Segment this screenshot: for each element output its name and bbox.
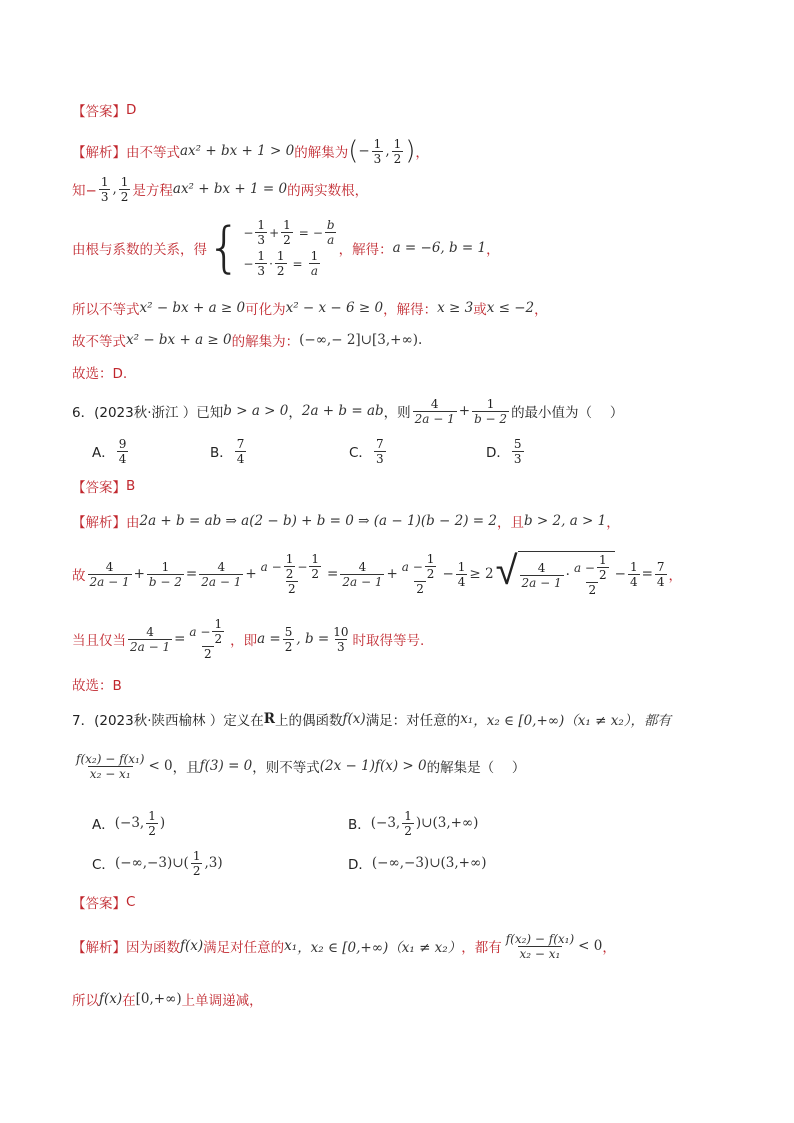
- q6-choice: 故选：B: [72, 678, 122, 694]
- q6-option-c[interactable]: C． $\frac{7}{3}$: [349, 436, 384, 466]
- q5-choice: 故选：D.: [72, 366, 128, 382]
- q7-option-b[interactable]: B． (−3, $\frac{1}{2}$ ) ∪(3,+∞): [348, 808, 479, 838]
- answer-value: D: [126, 102, 137, 118]
- q5-analysis-line-3: 由根与系数的关系，得 { − $\frac{1}{3}$ + $\frac{1}{2}$ = − $\frac{b}{a}$ − $\frac{1}{3}$ · $\frac{1}{2}$ = $\frac{1}{a}$ ，解得： a = −6, b = 1 ，: [72, 216, 500, 279]
- q5-answer-line: [72, 100, 136, 120]
- fraction: $\frac{1}{2}$: [120, 174, 129, 204]
- fraction: $\frac{1}{2}$: [393, 136, 402, 166]
- q6-option-d[interactable]: D． $\frac{5}{3}$: [486, 436, 522, 466]
- q5-analysis-line-4: 所以不等式 x² − bx + a ≥ 0 可化为 x² − x − 6 ≥ 0 ，解得： x ≥ 3 或 x ≤ −2 ，: [72, 300, 548, 318]
- q7-stem-line-2: $\frac{\text{f(x₂) − f(x₁)}}{\text{x₂ − x₁}}$ < 0 ，且 f(3) = 0 ，则不等式 (2x − 1)f(x) > 0 的解集是（ ）: [76, 751, 526, 781]
- square-root: √ $\frac{4}{2a - 1}$ · a − $\frac{1}{2}$ 2: [496, 551, 615, 597]
- q7-stem-line-1: 7．(2023秋·陕西榆林 ）定义在 R 上的偶函数 f(x) 满足：对任意的 x₁ ，x₂ ∈ [0,+∞) （x₁ ≠ x₂），都有: [72, 711, 671, 729]
- q7-option-d[interactable]: D． (−∞,−3)∪(3,+∞): [348, 855, 487, 873]
- fraction: $\frac{1}{3}$: [373, 136, 382, 166]
- q7-option-c[interactable]: C． (−∞,−3)∪( $\frac{1}{2}$ ,3): [92, 848, 223, 878]
- q6-analysis-line-3: 当且仅当 $\frac{4}{2a - 1}$ = a − $\frac{1}{2}$ 2 ，即 a = $\frac{5}{2}$ , b = $\frac{10}{3}$ 时取得等号.: [72, 617, 425, 661]
- analysis-label: 【解析】: [72, 145, 126, 161]
- q6-stem: 6．(2023秋·浙江 ）已知 b > a > 0 ， 2a + b = ab ，则 $\frac{4}{2a - 1}$ + $\frac{1}{b - 2}$ 的最小值为（ ）: [72, 396, 624, 426]
- fraction: $\frac{1}{3}$: [100, 174, 109, 204]
- q6-answer-line: 【答案】 B: [72, 478, 136, 496]
- q5-analysis-line-5: 故不等式 x² − bx + a ≥ 0 的解集为： (−∞,− 2]∪[3,+∞).: [72, 332, 423, 350]
- equation-system: − $\frac{1}{3}$ + $\frac{1}{2}$ = − $\frac{b}{a}$ − $\frac{1}{3}$ · $\frac{1}{2}$ = $\frac{1}{a}$: [243, 218, 335, 278]
- q6-option-a[interactable]: A． $\frac{9}{4}$: [92, 436, 127, 466]
- q6-analysis-line-1: 【解析】 由 2a + b = ab ⇒ a(2 − b) + b = 0 ⇒ (a − 1)(b − 2) = 2 ，且 b > 2, a > 1 ，: [72, 513, 620, 531]
- q5-analysis-line-1: 【解析】 由不等式 ax² + bx + 1 > 0 的解集为 ( − $\frac{1}{3}$ , $\frac{1}{2}$ ) ，: [72, 136, 429, 166]
- answer-label: 【答案】: [72, 104, 126, 120]
- q7-analysis-line-2: 所以 f(x) 在 [0,+∞) 上单调递减，: [72, 991, 263, 1009]
- q5-analysis-line-2: 知− $\frac{1}{3}$ , $\frac{1}{2}$ 是方程 ax² + bx + 1 = 0 的两实数根，: [72, 174, 369, 204]
- q7-option-a[interactable]: A． (−3, $\frac{1}{2}$ ): [92, 808, 166, 838]
- q6-option-b[interactable]: B． $\frac{7}{4}$: [210, 436, 245, 466]
- q7-answer-line: 【答案】 C: [72, 894, 136, 912]
- q6-analysis-line-2: 故 $\frac{4}{2a - 1}$ + $\frac{1}{b - 2}$ = $\frac{4}{2a - 1}$ + a − $\frac{1}{2}$ − $\frac{1}{2}$ 2 = $\frac{4}{2a - 1}$ + a − $\frac{1}{2}$ 2 − $\frac{1}{4}$ ≥ 2 √ $\frac{4}{2a - 1}$ · a − $\frac{1}{2}$ 2 − $\frac{1}{4}$ = $\frac{7}{4}$ ，: [72, 548, 683, 597]
- q7-analysis-line-1: 【解析】 因为函数 f(x) 满足对任意的 x₁ ，x₂ ∈ [0,+∞) （x₁ ≠ x₂） ，都有 $\frac{\text{f(x₂) − f(x₁)}}{\text{x₂ − x₁}}$ < 0 ，: [72, 931, 616, 961]
